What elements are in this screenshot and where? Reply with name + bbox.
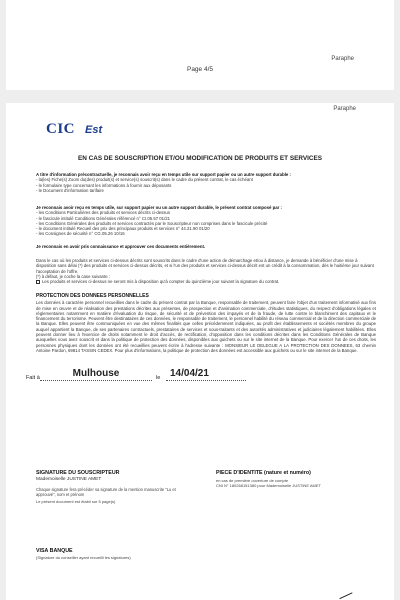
identity-block	[216, 470, 376, 488]
contract-item: - les Conditions Générales des produits et services contractés par le Souscripteur non comprises dans le fascicule précité	[36, 220, 268, 226]
availability-checkbox-label: Les produits et services ci-dessus ne seront mis à disposition qu'à compter du quinzième jour suivant la signature du contrat.	[42, 279, 280, 285]
document-page	[6, 103, 394, 600]
document-page-count: Le présent document est établi sur 5 page(s)	[36, 499, 116, 504]
visa-subtitle: (Signature du conseiller ayant recueilli les signatures)	[36, 555, 131, 560]
handwritten-mark	[339, 592, 354, 600]
date-label: le	[156, 375, 161, 381]
logo-region: Est	[85, 123, 103, 136]
acknowledgement: Je reconnais en avoir pris connaissance et approuver ces documents entièrement.	[36, 244, 206, 249]
contract-composition-block	[36, 205, 376, 237]
subscriber-signature-block	[36, 470, 196, 504]
page-title: EN CAS DE SOUSCRIPTION ET/OU MODIFICATION DE PRODUITS ET SERVICES	[77, 155, 323, 162]
subscriber-name: Mademoiselle JUSTINE AMET	[36, 477, 102, 482]
identity-condition: en cas de première ouverture de compte	[216, 478, 289, 483]
precontract-item: - la(les) Fiche(s) Zoom du(des) produit(s) et service(s) souscrit(s) dans le cadre du présent contrat, le cas échéant	[36, 177, 253, 183]
previous-page-paraphe: Paraphe	[331, 56, 354, 62]
data-protection-paragraph: Les données à caractère personnel recueillies dans le cadre du présent contrat par la Banque, responsable de traitement, peuvent faire l'objet d'un traitement informatisé aux fins de mise en œuvre et de réalisation des prestations décrites aux présentes, de prospection et d'animation commerciale, d'études statistiques, du respect d'obligations légales et réglementaires notamment en matière d'évaluation du risque, de sécurité et de prévention des impayés et de la fraude, de lutte contre le blanchiment des capitaux et le financement du terrorisme. Peuvent être destinataires de ces données, le responsable de traitement, le personnel habilité du réseau commercial et de la direction commerciale de la Banque. Elles peuvent être communiquées en vue des mêmes finalités que celles précédemment indiquées, au profit des établissements et sociétés membres du groupe auquel appartient la Banque, de ses partenaires contractuels, prestataires de services et sous-traitants et des autorités administratives et judiciaires légalement habilitées. Elles peuvent donner lieu à l'exercice de droits notamment le droit d'accès, de rectification, d'opposition dans les conditions décrites dans les Conditions Générales de Banque auxquelles vous avez souscrit et dans la politique de protection des données, disponibles aux guichets ou sur le site internet de la Banque. Pour exercer l'un de ces droits, les personnes physiques dont les données ont été recueillies peuvent écrire à l'adresse suivante : MONSIEUR LE DELEGUE A LA PROTECTION DES DONNEES, 63 chemin Antoine Pardon, 69814 TASSIN CEDEX. Pour plus d'informations, la politique de protection des données est accessible aux guichets ou sur le site internet de la Banque.	[36, 300, 376, 353]
page-number: Page 4/5	[186, 66, 214, 73]
precontract-item: - le formulaire type concernant les informations à fournir aux déposants	[36, 182, 172, 188]
availability-checkbox[interactable]	[36, 280, 40, 284]
precontract-lead: A titre d'information précontractuelle, je reconnais avoir reçu en temps utile sur support papier ou un autre support durable :	[36, 172, 291, 177]
visa-title: VISA BANQUE	[36, 548, 73, 554]
precontract-item: - le Document d'information tarifaire	[36, 187, 104, 193]
identity-number: CNI N° 180268151380 pour Mademoiselle JUSTINE AMET	[216, 483, 321, 488]
contract-lead: Je reconnais avoir reçu en temps utile, sur support papier ou un autre support durable, le présent contrat composé par :	[36, 205, 282, 210]
cic-logo-icon	[46, 121, 75, 138]
contract-item: - le fascicule intitulé Conditions Générales référencé n° CI.05.57 01/21	[36, 215, 171, 221]
data-protection-block	[36, 294, 376, 353]
bank-logo	[46, 121, 102, 138]
logo-brand: CIC	[46, 121, 76, 137]
subscriber-signature-note: Chaque signature fera précéder sa signature de la mention manuscrite "Lu et approuvé", nom et prénom	[36, 487, 176, 497]
availability-option[interactable]	[36, 279, 376, 284]
subscriber-signature-title: SIGNATURE DU SOUSCRIPTEUR	[36, 470, 120, 476]
identity-title: PIECE D'IDENTITE (nature et numéro)	[216, 470, 311, 476]
bank-visa-block	[36, 548, 131, 560]
precontract-info-block	[36, 172, 376, 193]
contract-item: - les Conditions Particulières des produits et services décrits ci-dessus	[36, 210, 170, 216]
place-date-line	[26, 368, 256, 384]
distance-note: (*) à défaut, je coche la case suivante :	[36, 273, 111, 279]
contract-item: - les Consignes de sécurité n° CG.05.26 10/16	[36, 231, 125, 237]
previous-page	[6, 0, 394, 90]
signing-date-field[interactable]: 14/04/21	[166, 368, 246, 381]
signing-place-field[interactable]: Mulhouse	[40, 368, 152, 381]
fait-label: Fait à	[26, 375, 40, 381]
distance-paragraph: Dans le cas où les produits et services ci-dessus décrits sont souscrits dans le cadre d'une action de démarchage et/ou à distance, je demande à bénéficier d'une mise à disposition sans délai (*) des produits et services ci-dessus décrits, et si l'un des produits et services ci-dessus décrit est un crédit à la consommation, dès le huitième jour suivant l'acceptation de l'offre.	[36, 258, 374, 274]
page-paraphe: Paraphe	[333, 106, 356, 112]
contract-item: - le document intitulé Recueil des prix des principaux produits et services n° 44.21.90 01/20	[36, 226, 210, 232]
distance-selling-block	[36, 258, 376, 284]
data-protection-title: PROTECTION DES DONNEES PERSONNELLES	[36, 293, 149, 299]
